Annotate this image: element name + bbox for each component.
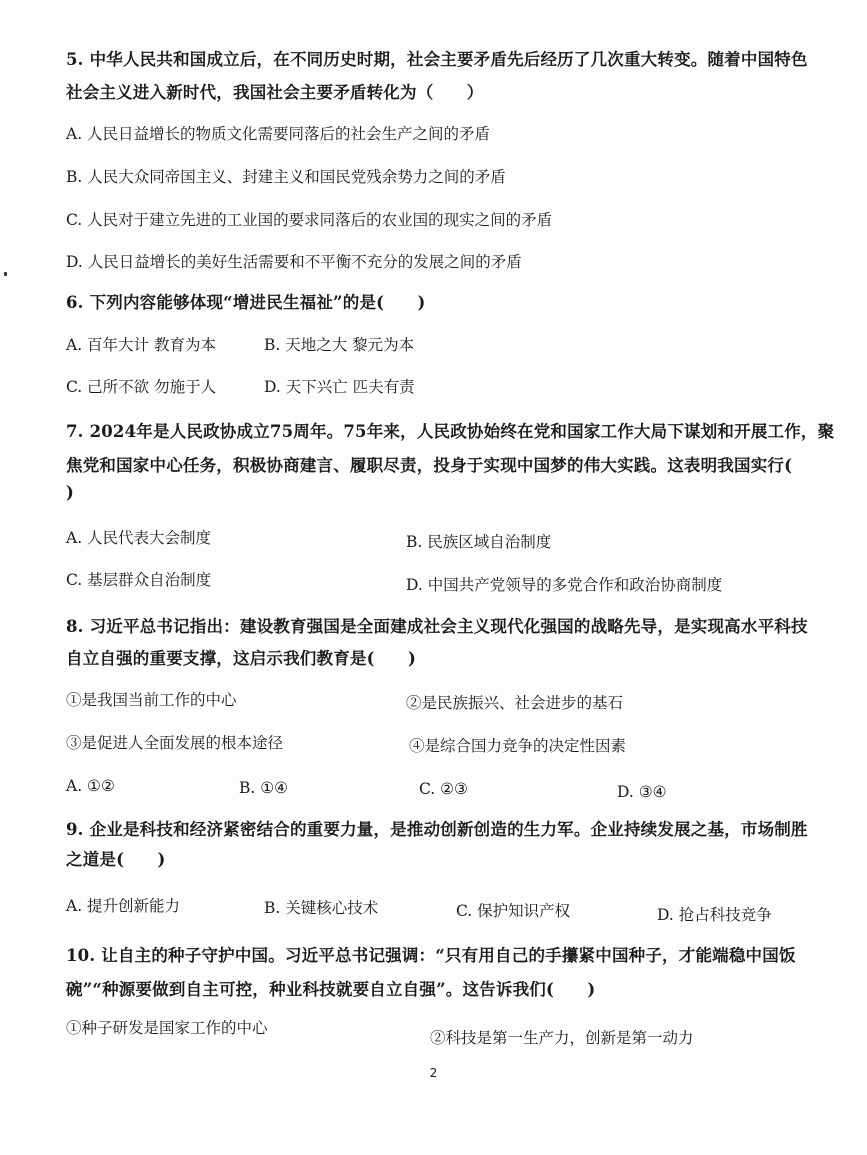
q9-option-c: C. 保护知识产权 bbox=[456, 902, 571, 920]
q10-stem-line-1: 10. 让自主的种子守护中国。习近平总书记强调：“只有用自己的手攥紧中国种子，才能端稳中国饭 bbox=[66, 946, 796, 965]
q9-stem-line-2: 之道是( ) bbox=[66, 850, 166, 869]
q7-option-a: A. 人民代表大会制度 bbox=[66, 529, 212, 547]
q5-option-d: D. 人民日益增长的美好生活需要和不平衡不充分的发展之间的矛盾 bbox=[66, 253, 522, 271]
q8-option-b: B. ①④ bbox=[239, 779, 289, 797]
q5-option-c: C. 人民对于建立先进的工业国的要求同落后的农业国的现实之间的矛盾 bbox=[66, 211, 553, 229]
q9-option-d: D. 抢占科技竞争 bbox=[657, 906, 772, 924]
q8-option-a: A. ①② bbox=[66, 777, 115, 795]
q9-stem-line-1: 9. 企业是科技和经济紧密结合的重要力量，是推动创新创造的生力军。企业持续发展之基，市场制胜 bbox=[66, 820, 808, 839]
q5-stem-line-2: 社会主义进入新时代，我国社会主要矛盾转化为（ ） bbox=[66, 83, 484, 102]
q6-option-b: B. 天地之大 黎元为本 bbox=[264, 336, 415, 354]
q7-option-d: D. 中国共产党领导的多党合作和政治协商制度 bbox=[406, 576, 723, 594]
q8-option-d: D. ③④ bbox=[617, 783, 667, 801]
q7-stem-line-3: ) bbox=[66, 483, 75, 502]
q8-option-c: C. ②③ bbox=[419, 780, 468, 798]
q9-option-b: B. 关键核心技术 bbox=[264, 899, 379, 917]
scan-speck bbox=[4, 272, 7, 276]
q10-stem-line-2: 碗”“种源要做到自主可控，种业科技就要自立自强”。这告诉我们( ) bbox=[66, 980, 596, 999]
q5-option-a: A. 人民日益增长的物质文化需要同落后的社会生产之间的矛盾 bbox=[66, 125, 491, 143]
q8-statement-4: ④是综合国力竞争的决定性因素 bbox=[409, 737, 627, 755]
page-number: 2 bbox=[429, 1066, 438, 1080]
q7-stem-line-2: 焦党和国家中心任务，积极协商建言、履职尽责，投身于实现中国梦的伟大实践。这表明我国实行( bbox=[66, 456, 793, 475]
q6-option-c: C. 己所不欲 勿施于人 bbox=[66, 378, 217, 396]
q7-stem-line-1: 7. 2024年是人民政协成立75周年。75年来，人民政协始终在党和国家工作大局下谋划和开展工作，聚 bbox=[66, 422, 835, 441]
q5-stem-line-1: 5. 中华人民共和国成立后，在不同历史时期，社会主要矛盾先后经历了几次重大转变。随着中国特色 bbox=[66, 50, 808, 69]
q8-statement-3: ③是促进人全面发展的根本途径 bbox=[66, 734, 284, 752]
q5-option-b: B. 人民大众同帝国主义、封建主义和国民党残余势力之间的矛盾 bbox=[66, 168, 506, 186]
q7-option-b: B. 民族区域自治制度 bbox=[406, 533, 552, 551]
q7-option-c: C. 基层群众自治制度 bbox=[66, 571, 212, 589]
q10-statement-2: ②科技是第一生产力，创新是第一动力 bbox=[430, 1029, 694, 1047]
q6-stem-line-1: 6. 下列内容能够体现“增进民生福祉”的是( ) bbox=[66, 293, 426, 312]
q9-option-a: A. 提升创新能力 bbox=[66, 897, 181, 915]
q6-option-a: A. 百年大计 教育为本 bbox=[66, 336, 216, 354]
q8-stem-line-2: 自立自强的重要支撑，这启示我们教育是( ) bbox=[66, 649, 417, 668]
q6-option-d: D. 天下兴亡 匹夫有责 bbox=[264, 378, 415, 396]
q8-statement-2: ②是民族振兴、社会进步的基石 bbox=[406, 694, 624, 712]
q10-statement-1: ①种子研发是国家工作的中心 bbox=[66, 1019, 268, 1037]
q8-statement-1: ①是我国当前工作的中心 bbox=[66, 691, 237, 709]
q8-stem-line-1: 8. 习近平总书记指出：建设教育强国是全面建成社会主义现代化强国的战略先导，是实现高水平科技 bbox=[66, 617, 808, 636]
